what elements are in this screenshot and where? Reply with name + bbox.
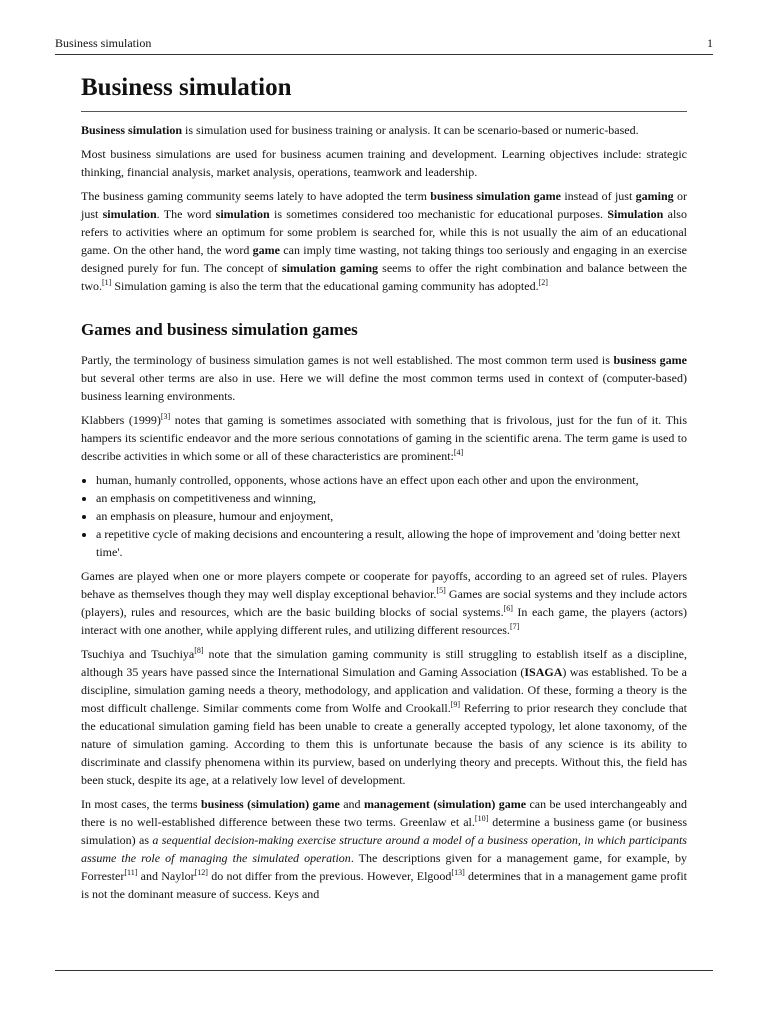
citation-link[interactable]: [5] <box>436 586 446 595</box>
bold-term: business (simulation) game <box>200 797 340 811</box>
paragraph <box>81 567 687 639</box>
italic-definition: a sequential decision-making exercise structure around a model of a business operation, in which participants assume the role of managing the simulated operation <box>81 833 687 865</box>
list-item: • an emphasis on competitiveness and winning, <box>96 489 687 507</box>
text-run: ) was established. To be a discipline, simulation gaming needs a theory, methodology, and application and validation. Of these, forming a theory is the most difficult challenge. Similar comments come from Wolfe and Crookall. <box>81 665 687 715</box>
text-run: can be used interchangeably and there is no well-established difference between these two terms. Greenlaw et al. <box>81 797 687 829</box>
text-run: Referring to prior research they conclude that the educational simulation gaming field has been unable to create a generally accepted typology, let alone taxonomy, of the nature of simulation gaming. According to them this is unfortunate because the basis of any science is its ability to discriminate and classify phenomena within its purview, based on underlying theory and precepts. Without this, the field has been stuck, despite its age, at a relatively low level of development. <box>81 701 687 787</box>
list-item: • human, humanly controlled, opponents, whose actions have an effect upon each other and upon the environment, <box>96 471 687 489</box>
text-run: can imply time wasting, not taking things too seriously and engaging in an exercise designed purely for fun. The concept of <box>81 243 688 275</box>
text-run: Games are played when one or more players compete or cooperate for payoffs, according to an agreed set of rules. Players behave as themselves though they may well display exceptional behavior. <box>81 569 687 601</box>
text-run: In most cases, the terms <box>81 797 201 811</box>
bold-term: game <box>252 243 280 257</box>
text-run: Tsuchiya and Tsuchiya <box>81 647 195 661</box>
footer-divider <box>55 970 713 971</box>
bold-term: business simulation game <box>430 189 561 203</box>
list-item: • an emphasis on pleasure, humour and enjoyment, <box>96 507 687 525</box>
page-number: 1 <box>707 36 713 50</box>
bold-term: Business simulation <box>81 123 183 137</box>
text-run: Most business simulations are used for business acumen training and development. Learning objectives include: strategic thinking, financial analysis, market analysis, operations, teamwork and leadership. <box>81 147 687 179</box>
text-run: In each game, the players (actors) interact with one another, while applying different rules, and utilizing different resources. <box>81 605 687 637</box>
bold-term: business game <box>613 353 687 367</box>
text-run: and Naylor <box>137 869 195 883</box>
list-item: • a repetitive cycle of making decisions and encountering a result, allowing the hope of improvement and 'doing better next time'. <box>96 525 687 561</box>
text-run: but several other terms are also in use. Here we will define the most common terms used in context of (computer-based) business learning environments. <box>81 371 687 403</box>
citation-link[interactable]: [8] <box>194 646 204 655</box>
text-run: instead of just <box>560 189 636 203</box>
citation-link[interactable]: [7] <box>509 622 520 631</box>
bold-term: management (simulation) game <box>363 797 527 811</box>
text-run: Games are social systems and they include actors (players), rules and resources, which are the basic building blocks of social systems. <box>81 587 687 619</box>
paragraph <box>81 145 687 181</box>
text-run: also refers to activities where an optimum for some problem is searched for, while this is not usually the aim of an educational game. On the other hand, the word <box>81 207 687 257</box>
paragraph <box>81 411 687 465</box>
text-run: is sometimes considered too mechanistic for educational purposes. <box>269 207 608 221</box>
citation-link[interactable]: [12] <box>194 868 208 877</box>
text-run: Partly, the terminology of business simulation games is not well established. The most common term used is <box>81 353 614 367</box>
text-run: or just <box>81 189 688 221</box>
citation-link[interactable]: [4] <box>453 448 464 457</box>
bold-term: Simulation <box>607 207 664 221</box>
characteristics-list <box>81 471 687 561</box>
bold-term: ISAGA <box>524 665 563 679</box>
text-run: do not differ from the previous. However, Elgood <box>207 869 452 883</box>
text-run: notes that gaming is sometimes associated with something that is frivolous, just for the fun of it. This hampers its scientific endeavor and the more serious connotations of gaming in the scientific arena. The term game is used to describe activities in which some or all of these characteristics are prominent: <box>81 413 688 463</box>
text-run: determines that in a management game profit is not the dominant measure of success. Keys and <box>81 869 687 901</box>
paragraph <box>81 121 687 139</box>
section-heading: Games and business simulation games <box>81 320 358 339</box>
citation-link[interactable]: [3] <box>160 412 171 421</box>
bold-term: simulation <box>102 207 157 221</box>
paragraph <box>81 351 687 405</box>
citation-link[interactable]: [6] <box>503 604 513 613</box>
text-run: . The descriptions given for a management game, for example, by Forrester <box>81 851 688 883</box>
citation-link[interactable]: [10] <box>474 814 489 823</box>
bold-term: simulation <box>215 207 270 221</box>
text-run: note that the simulation gaming community is still struggling to establish itself as a discipline, although 35 years have passed since the International Simulation and Gaming Association ( <box>81 647 687 679</box>
citation-link[interactable]: [9] <box>450 700 461 709</box>
bold-term: gaming <box>635 189 674 203</box>
text-run: Simulation gaming is also the term that the educational gaming community has adopted. <box>111 279 539 293</box>
paragraph <box>81 187 687 295</box>
page-title: Business simulation <box>81 70 687 112</box>
text-run: and <box>339 797 364 811</box>
running-title: Business simulation <box>55 36 152 50</box>
citation-link[interactable]: [1] <box>102 278 112 287</box>
citation-link[interactable]: [11] <box>124 868 138 877</box>
text-run: determine a business game (or business simulation) as <box>81 815 687 847</box>
bold-term: simulation gaming <box>281 261 379 275</box>
text-run: . The word <box>156 207 216 221</box>
article-body <box>81 70 687 909</box>
text-run: The business gaming community seems lately to have adopted the term <box>81 189 431 203</box>
text-run: Klabbers (1999) <box>81 413 161 427</box>
citation-link[interactable]: [2] <box>538 278 548 287</box>
text-run: seems to offer the right combination and balance between the two. <box>81 261 687 293</box>
citation-link[interactable]: [13] <box>451 868 465 877</box>
running-header <box>55 34 713 55</box>
paragraph <box>81 645 687 789</box>
text-run: is simulation used for business training or analysis. It can be scenario-based or numeric-based. <box>182 123 639 137</box>
paragraph <box>81 795 687 903</box>
